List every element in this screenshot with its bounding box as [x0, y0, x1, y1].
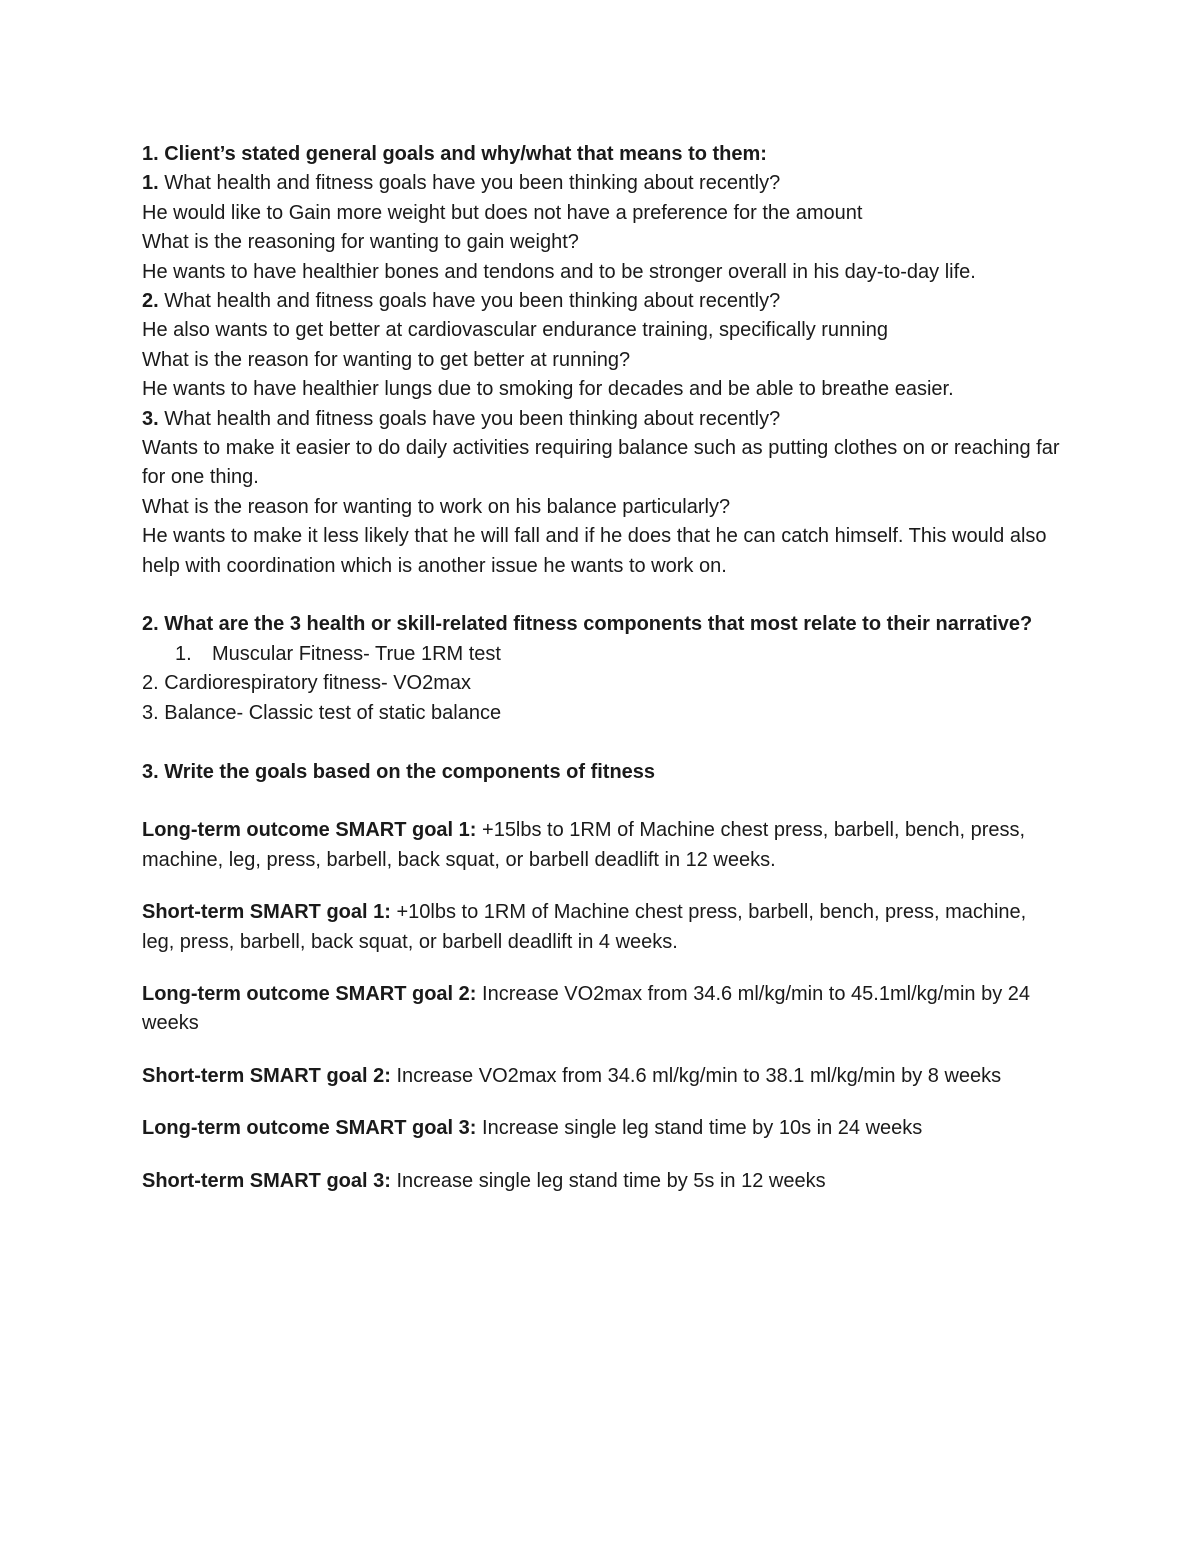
goal3-reason-question: What is the reason for wanting to work on his balance particularly?	[142, 495, 731, 518]
goal2-reason-answer: He wants to have healthier lungs due to smoking for decades and be able to breathe easier.	[142, 378, 954, 401]
spacer	[142, 581, 1062, 610]
smart-goal-label: Short-term SMART goal 1:	[142, 901, 391, 924]
smart-goal-text: Increase single leg stand time by 10s in 24 weeks	[476, 1117, 923, 1140]
goal3-question	[142, 405, 1062, 434]
smart-goal-label: Long-term outcome SMART goal 1:	[142, 819, 477, 842]
section1-heading: 1. Client’s stated general goals and why/what that means to them:	[142, 143, 767, 165]
goal2-reason-question: What is the reason for wanting to get better at running?	[142, 348, 631, 371]
smart-goal-label: Long-term outcome SMART goal 2:	[142, 982, 477, 1005]
goal3-answer: Wants to make it easier to do daily activities requiring balance such as putting clothes on or reaching far for one thing.	[142, 437, 1060, 489]
goal3-number: 3.	[142, 407, 159, 430]
goal2-question	[142, 287, 1062, 316]
smart-goal-short-3	[142, 1167, 1062, 1196]
smart-goal-text: Increase single leg stand time by 5s in 12 weeks	[390, 1169, 826, 1192]
goal3-question-text: What health and fitness goals have you been thinking about recently?	[158, 407, 781, 430]
goal1-answer: He would like to Gain more weight but does not have a preference for the amount	[142, 201, 863, 224]
smart-goal-text: +10lbs to 1RM of Machine chest press, barbell, bench, press, machine, leg, press, barbell, back squat, or barbell deadlift in 4 weeks.	[142, 901, 1027, 953]
goal1-question	[142, 169, 1062, 198]
section2-heading: 2. What are the 3 health or skill-related fitness components that most relate to their narrative?	[142, 613, 1033, 636]
goal1-question-text: What health and fitness goals have you been thinking about recently?	[158, 172, 781, 195]
component-item-3: 3. Balance- Classic test of static balance	[142, 701, 502, 724]
goal2-number: 2.	[142, 290, 159, 313]
spacer	[142, 728, 1062, 757]
smart-goal-short-2	[142, 1062, 1062, 1091]
smart-goal-label: Short-term SMART goal 3:	[142, 1169, 391, 1192]
smart-goal-label: Short-term SMART goal 2:	[142, 1064, 391, 1087]
goal3-reason-answer: He wants to make it less likely that he will fall and if he does that he can catch himself. This would also help with coordination which is another issue he wants to work on.	[142, 525, 1047, 577]
smart-goal-long-3	[142, 1114, 1062, 1143]
spacer	[142, 1039, 1062, 1062]
smart-goal-long-1	[142, 816, 1062, 875]
goal1-reason-answer: He wants to have healthier bones and tendons and to be stronger overall in his day-to-day life.	[142, 260, 976, 283]
goal2-answer: He also wants to get better at cardiovascular endurance training, specifically running	[142, 319, 888, 342]
spacer	[142, 875, 1062, 898]
smart-goal-label: Long-term outcome SMART goal 3:	[142, 1117, 477, 1140]
smart-goal-short-1	[142, 898, 1062, 957]
spacer	[142, 787, 1062, 816]
smart-goal-text: Increase VO2max from 34.6 ml/kg/min to 38.1 ml/kg/min by 8 weeks	[390, 1064, 1002, 1087]
component-item-1	[142, 640, 1062, 669]
component-item-1-text: Muscular Fitness- True 1RM test	[212, 642, 501, 665]
spacer	[142, 957, 1062, 980]
smart-goal-long-2	[142, 980, 1062, 1039]
goal2-question-text: What health and fitness goals have you been thinking about recently?	[158, 290, 781, 313]
component-item-2: 2. Cardiorespiratory fitness- VO2max	[142, 672, 472, 695]
goal1-number: 1.	[142, 172, 159, 195]
spacer	[142, 1144, 1062, 1167]
goal1-reason-question: What is the reasoning for wanting to gain weight?	[142, 231, 579, 254]
component-item-1-number: 1.	[175, 642, 192, 665]
document-body	[142, 140, 1062, 1196]
spacer	[142, 1091, 1062, 1114]
smart-goal-text: Increase VO2max from 34.6 ml/kg/min to 45.1ml/kg/min by 24 weeks	[142, 982, 1031, 1035]
smart-goal-text: +15lbs to 1RM of Machine chest press, barbell, bench, press, machine, leg, press, barbell, back squat, or barbell deadlift in 12 weeks.	[142, 819, 1026, 871]
section3-heading: 3. Write the goals based on the components of fitness	[142, 760, 656, 783]
